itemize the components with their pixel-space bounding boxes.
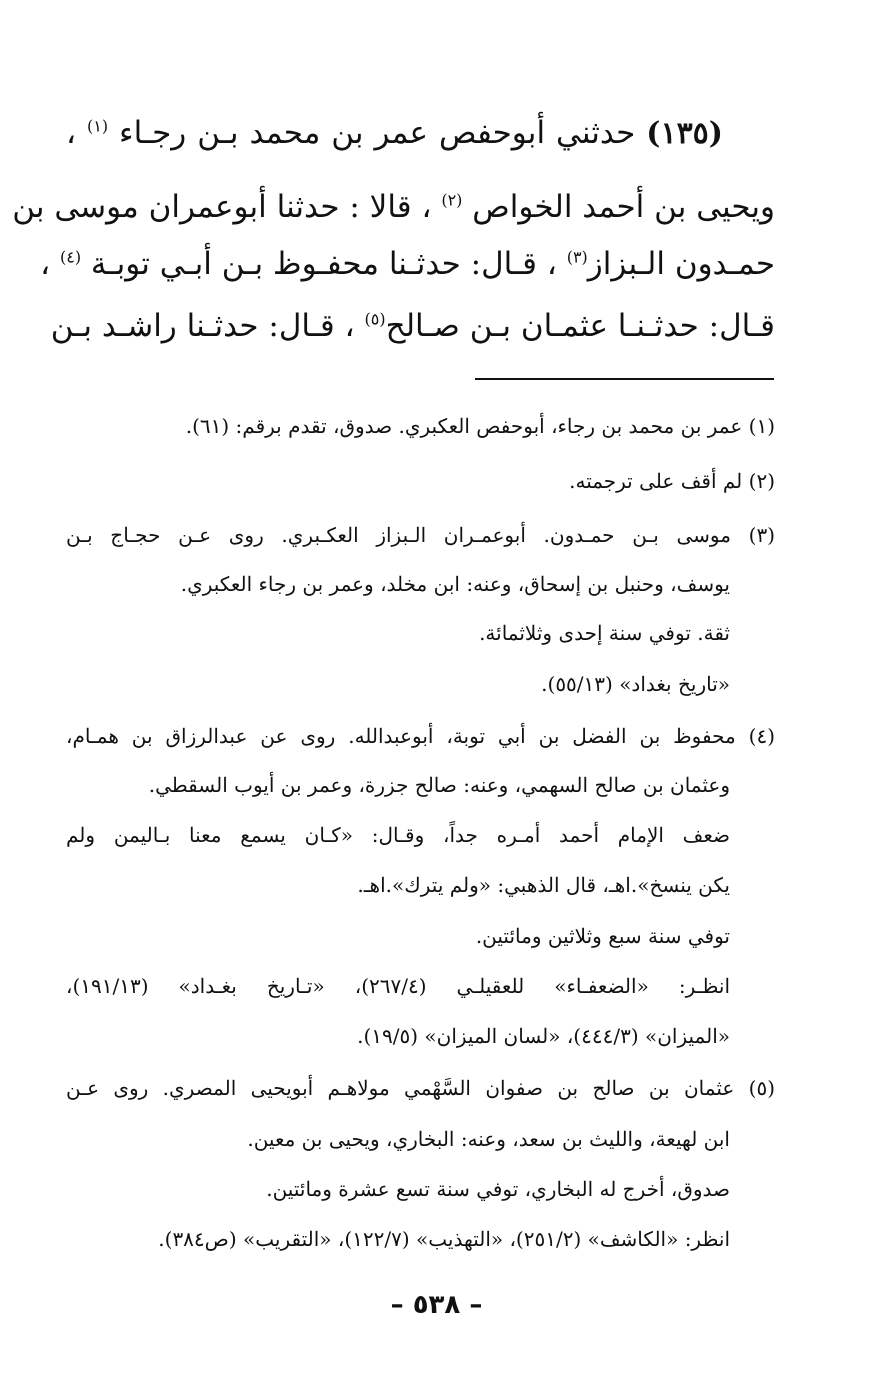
footnote-4-line: توفي سنة سبع وثلاثين ومائتين. (475, 924, 730, 948)
footnote-ref: (١) (86, 116, 109, 136)
main-text-line-3 (40, 234, 775, 294)
footnote-divider (475, 378, 774, 380)
footnote-4-line: (٤) محفوظ بن الفضل بن أبي توبة، أبوعبدالله. روى عن عبدالرزاق بن همـام، (66, 724, 775, 748)
page-number: – ٥٣٨ – (390, 1290, 483, 1320)
footnote-4-line: انظـر: «الضعفـاء» للعقيلـي (٢٦٧/٤)، «تـاريخ بغـداد» (١٩١/١٣)، (66, 974, 730, 998)
footnote-4-line: ضعف الإمام أحمد أمـره جداً، وقـال: «كـان يسمع معنا بـاليمن ولم (66, 823, 730, 847)
footnote-2-line: (٢) لم أقف على ترجمته. (569, 469, 775, 493)
main-text-segment: حمـدون الـبزاز (587, 246, 775, 282)
footnote-ref: (٥) (364, 309, 386, 329)
main-text-line-1 (66, 103, 723, 163)
main-text-segment: ، قالا : حدثنا أبوعمران موسى بن (12, 189, 432, 225)
main-text-line-4 (50, 296, 775, 356)
footnote-5-line: (٥) عثمان بن صالح بن صفوان السَّهْمي مولاهـم أبويحيى المصري. روى عـن (66, 1076, 775, 1100)
main-text-segment: ، (40, 246, 51, 282)
main-text-line-2 (12, 177, 775, 237)
main-text-segment: قـال: حدثـنـا عثمـان بـن صـالح (385, 308, 775, 344)
footnote-5-line: ابن لهيعة، والليث بن سعد، وعنه: البخاري، ويحيى بن معين. (247, 1127, 730, 1151)
footnote-ref: (٣) (566, 247, 588, 267)
footnote-1-line: (١) عمر بن محمد بن رجاء، أبوحفص العكبري. صدوق، تقدم برقم: (٦١). (185, 414, 775, 438)
footnote-4-line: يكن ينسخ».اهـ، قال الذهبي: «ولم يترك».اهـ. (357, 873, 730, 897)
main-text-segment: ، قـال: حدثـنا راشـد بـن (50, 308, 355, 344)
footnote-4-line: وعثمان بن صالح السهمي، وعنه: صالح جزرة، وعمر بن أيوب السقطي. (148, 773, 730, 797)
hadith-number: (١٣٥) (646, 116, 723, 151)
main-text-segment: حدثني أبوحفص عمر بن محمد بـن رجـاء (108, 115, 636, 151)
footnote-3-line: يوسف، وحنبل بن إسحاق، وعنه: ابن مخلد، وعمر بن رجاء العكبري. (180, 572, 730, 596)
footnote-5-line: انظر: «الكاشف» (٢٥١/٢)، «التهذيب» (١٢٢/٧)، «التقريب» (ص٣٨٤). (158, 1227, 730, 1251)
footnote-3-line: «تاريخ بغداد» (٥٥/١٣). (541, 672, 730, 696)
footnote-ref: (٤) (59, 247, 82, 267)
main-text-segment: ، قـال: حدثـنا محفـوظ بـن أبـي توبـة (81, 246, 557, 282)
footnote-3-line: (٣) موسى بـن حمـدون. أبوعمـران الـبزاز العكـبري. روى عـن حجـاج بـن (66, 523, 775, 547)
footnote-3-line: ثقة. توفي سنة إحدى وثلاثمائة. (479, 621, 730, 645)
footnote-ref: (٢) (441, 190, 463, 210)
main-text-segment: ، (66, 115, 77, 151)
footnote-4-line: «الميزان» (٤٤٤/٣)، «لسان الميزان» (١٩/٥). (357, 1024, 730, 1048)
main-text-segment: ويحيى بن أحمد الخواص (462, 189, 775, 225)
footnote-5-line: صدوق، أخرج له البخاري، توفي سنة تسع عشرة ومائتين. (266, 1177, 730, 1201)
